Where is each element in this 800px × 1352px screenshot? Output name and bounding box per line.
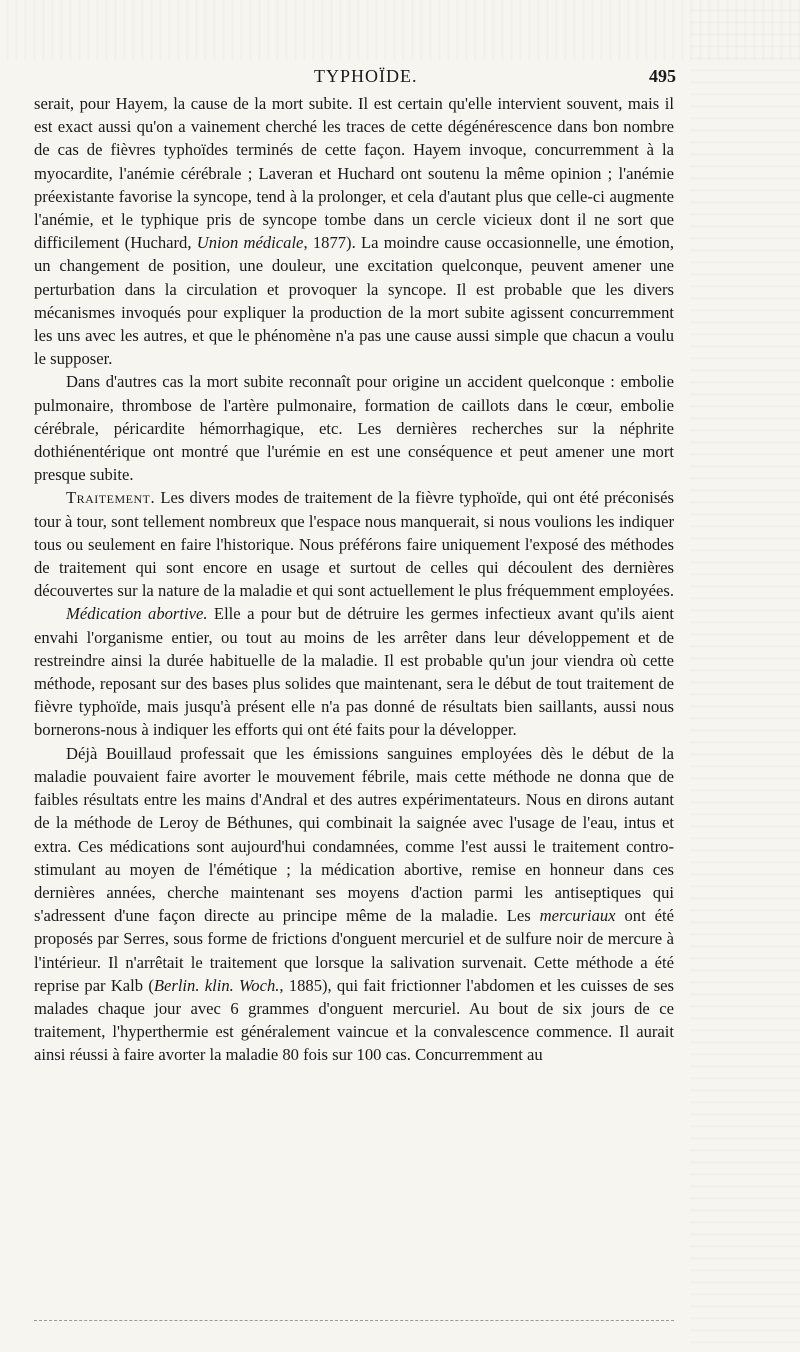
- paragraph-5: Déjà Bouillaud professait que les émissions sanguines employées dès le début de la maladie pouvaient faire avorter le mouvement fébrile, mais cette méthode ne donna que de faibles résultats entre les mains d'Andral et des autres expérimentateurs. Nous en dirons autant de la méthode de Leroy de Béthunes, qui combinait la saignée avec l'usage de l'eau, intus et extra. Ces médications sont aujourd'hui condamnées, comme l'est aussi le traitement contro-stimulant au moyen de l'émétique ; la médication abortive, remise en honneur dans ces dernières années, cherche maintenant ses moyens d'action parmi les antiseptiques qui s'adressent d'une façon directe au principe même de la maladie. Les mercuriaux ont été proposés par Serres, sous forme de frictions d'onguent mercuriel et de sulfure noir de mercure à l'intérieur. Il n'arrêtait le traitement que lorsque la salivation survenait. Cette méthode a été reprise par Kalb (Berlin. klin. Woch., 1885), qui fait frictionner l'abdomen et les cuisses de ses malades chaque jour avec 6 grammes d'onguent mercuriel. Au bout de six jours de ce traitement, l'hyperthermie est généralement vaincue et la convalescence commence. Il aurait ainsi réussi à faire avorter la maladie 80 fois sur 100 cas. Concurremment au: [34, 743, 675, 1065]
- scan-noise-margin: [690, 0, 800, 1352]
- journal-reference: Berlin. klin. Woch.: [153, 975, 280, 995]
- section-label-traitement: Traitement.: [66, 488, 156, 508]
- paragraph-medication-abortive: Médication abortive. Elle a pour but de détruire les germes infectieux avant qu'ils aient envahi l'organisme entier, ou tout au moins de les arrêter dans leur développement et de restreindre ainsi la durée habituelle de la maladie. Il est probable qu'un jour viendra où cette méthode, reposant sur des bases plus solides que maintenant, sera le début de tout traitement de fièvre typhoïde, mais jusqu'à présent elle n'a pas donné de résultats bien saillants, aussi nous bornerons-nous à indiquer les efforts qui ont été faits pour la développer.: [34, 604, 675, 740]
- body-text: [34, 92, 674, 1067]
- paragraph-2: Dans d'autres cas la mort subite reconnaît pour origine un accident quelconque : embolie pulmonaire, thrombose de l'artère pulmonaire, formation de caillots dans le cœur, embolie cérébrale, péricardite hémorrhagique, etc. Les dernières recherches sur la néphrite dothiénentérique ont montré que l'urémie en est une conséquence et peut amener une mort presque subite.: [34, 372, 674, 485]
- running-title: TYPHOÏDE.: [314, 66, 418, 86]
- bottom-rule: [34, 1320, 674, 1321]
- scan-noise-top: [0, 0, 800, 60]
- term-mercuriaux: mercuriaux: [539, 906, 616, 926]
- paragraph-1: serait, pour Hayem, la cause de la mort subite. Il est certain qu'elle intervient souvent, mais il est exact aussi qu'on a vainement cherché les traces de cette dégénérescence dans bon nombre de cas de fièvres typhoïdes terminés de cette façon. Hayem invoque, concurremment à la myocardite, l'anémie cérébrale ; Laveran et Huchard ont soutenu la même opinion ; l'anémie préexistante favorise la syncope, tend à la prolonger, et cela d'autant plus que celle-ci augmente l'anémie, et le typhique pris de syncope tombe dans un cercle vicieux dont il ne sort que difficilement (Huchard, Union médicale, 1877). La moindre cause occasionnelle, une émotion, un changement de position, une douleur, une excitation quelconque, peuvent amener une perturbation dans la circulation et provoquer la syncope. Il est probable que les divers mécanismes invoqués pour expliquer la production de la mort subite agissent concurremment les uns avec les autres, et que le phénomène n'a pas une cause aussi simple que chacun a voulu le supposer.: [34, 94, 674, 369]
- journal-title: Union médicale: [196, 233, 304, 253]
- page-number: 495: [649, 66, 676, 86]
- section-label-medication: Médication abortive.: [66, 604, 208, 624]
- paragraph-traitement: Traitement. Les divers modes de traitement de la fièvre typhoïde, qui ont été préconisés tour à tour, sont tellement nombreux que l'espace nous manquerait, si nous voulions les indiquer tous ou seulement en faire l'historique. Nous préférons faire uniquement l'exposé des méthodes de traitement qui sont encore en usage et surtout de celles qui découlent des dernières découvertes sur la nature de la maladie et qui sont actuellement le plus fréquemment employées.: [34, 488, 675, 601]
- book-page: [34, 62, 674, 1067]
- page-header: [34, 62, 674, 92]
